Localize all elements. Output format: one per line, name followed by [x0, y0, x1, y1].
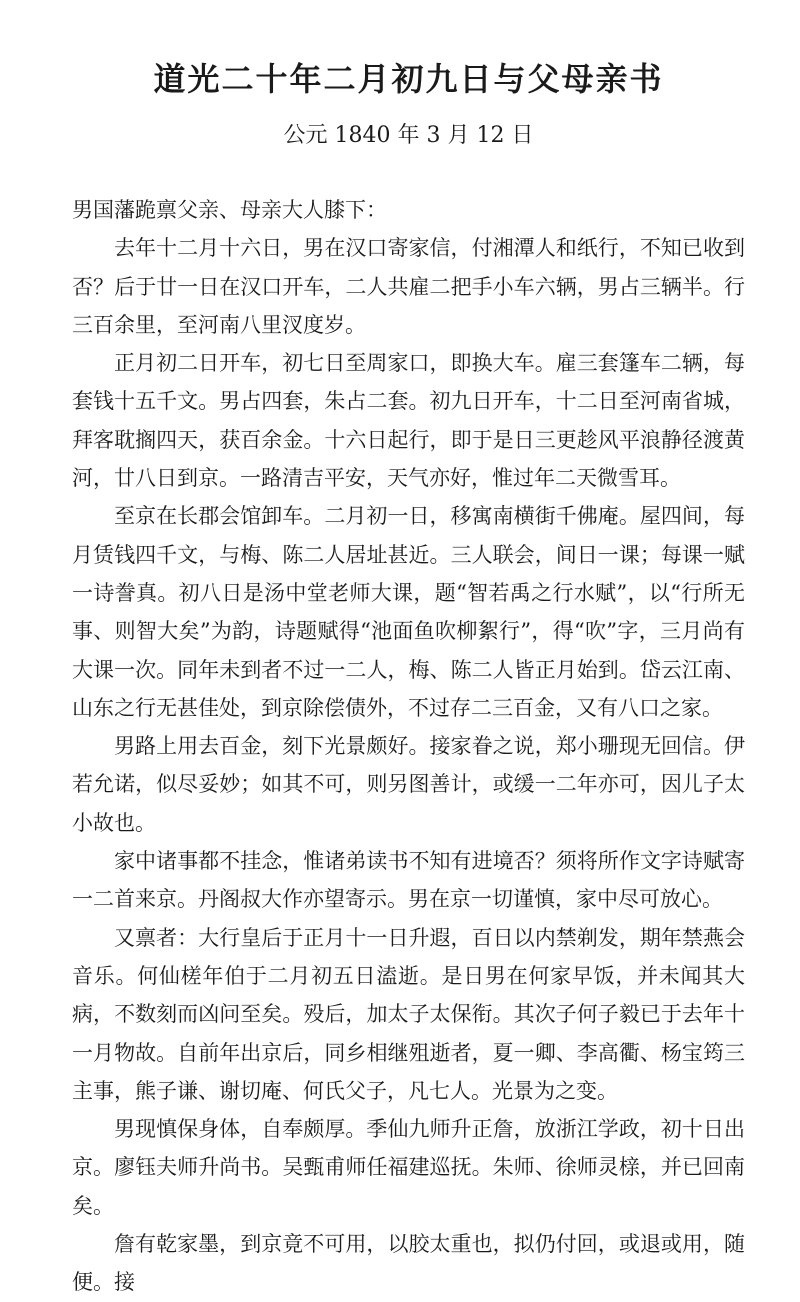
paragraph: 男现慎保身体，自奉颇厚。季仙九师升正詹，放浙江学政，初十日出京。廖钰夫师升尚书。吴甄甫师任福建巡抚。朱师、徐师灵榇，并已回南矣。 [72, 1117, 745, 1218]
letter-body [72, 191, 745, 1302]
paragraph: 去年十二月十六日，男在汉口寄家信，付湘潭人和纸行，不知已收到否？后于廿一日在汉口开车，二人共雇二把手小车六辆，男占三辆半。行三百余里，至河南八里汊度岁。 [72, 236, 745, 337]
page-title: 道光二十年二月初九日与父母亲书 [153, 60, 664, 98]
paragraph: 詹有乾家墨，到京竟不可用，以胶太重也，拟仍付回，或退或用，随便。接 [72, 1232, 745, 1295]
paragraph: 男路上用去百金，刻下光景颇好。接家眷之说，郑小珊现无回信。伊若允诺，似尽妥妙；如其不可，则另图善计，或缓一二年亦可，因儿子太小故也。 [72, 734, 745, 835]
paragraph: 又禀者：大行皇后于正月十一日升遐，百日以内禁剃发，期年禁燕会音乐。何仙槎年伯于二月初五日溘逝。是日男在何家早饭，并未闻其大病，不数刻而凶问至矣。殁后，加太子太保衔。其次子何子毅已于去年十一月物故。自前年出京后，同乡相继殂逝者，夏一卿、李高衢、杨宝筠三主事，熊子谦、谢切庵、何氏父子，凡七人。光景为之变。 [72, 925, 745, 1103]
paragraph: 正月初二日开车，初七日至周家口，即换大车。雇三套篷车二辆，每套钱十五千文。男占四套，朱占二套。初九日开车，十二日至河南省城，拜客耽搁四天，获百余金。十六日起行，即于是日三更趁风平浪静径渡黄河，廿八日到京。一路清吉平安，天气亦好，惟过年二天微雪耳。 [72, 351, 745, 491]
letter-date: 公元 1840 年 3 月 12 日 [283, 123, 534, 148]
paragraph: 至京在长郡会馆卸车。二月初一日，移寓南横街千佛庵。屋四间，每月赁钱四千文，与梅、陈二人居址甚近。三人联会，间日一课；每课一赋一诗誊真。初八日是汤中堂老师大课，题“智若禹之行水赋”，以“行所无事、则智大矣”为韵，诗题赋得“池面鱼吹柳絮行”，得“吹”字，三月尚有大课一次。同年未到者不过一二人，梅、陈二人皆正月始到。岱云江南、山东之行无甚佳处，到京除偿债外，不过存二三百金，又有八口之家。 [72, 504, 745, 720]
salutation: 男国藩跪禀父亲、母亲大人膝下： [72, 198, 387, 222]
paragraph: 家中诸事都不挂念，惟诸弟读书不知有进境否？须将所作文字诗赋寄一二首来京。丹阁叔大作亦望寄示。男在京一切谨慎，家中尽可放心。 [72, 849, 745, 912]
